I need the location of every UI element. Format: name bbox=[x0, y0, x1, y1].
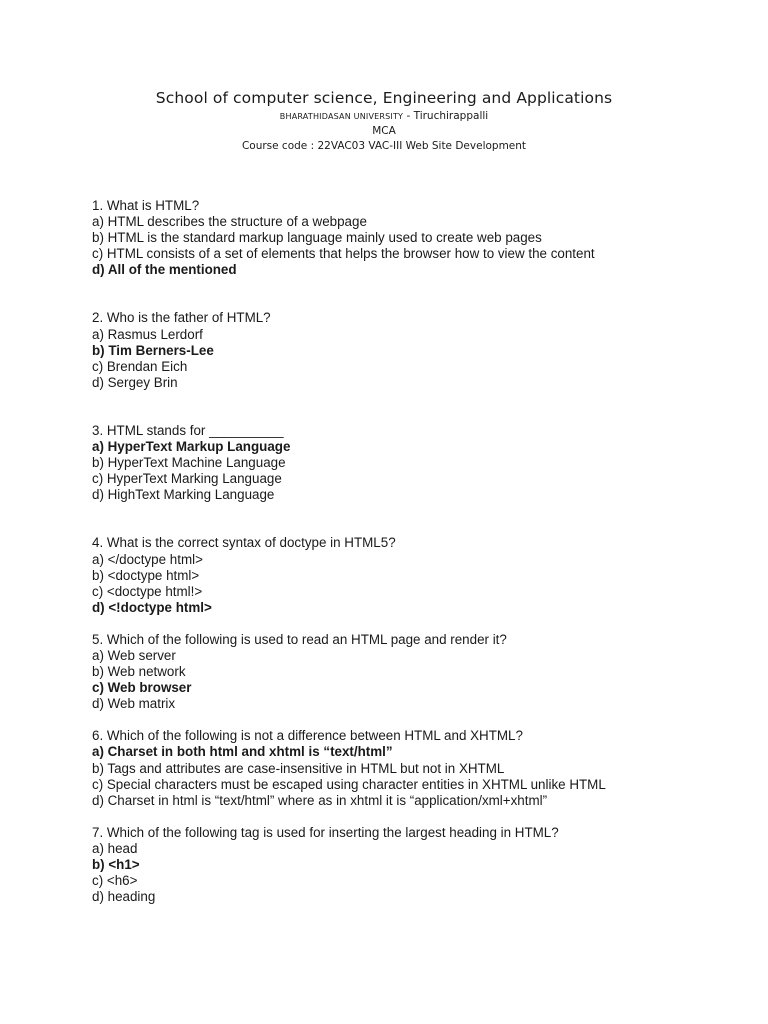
question-3 bbox=[92, 423, 752, 503]
university-line bbox=[0, 109, 768, 124]
option-b-correct: b) Tim Berners-Lee bbox=[92, 342, 214, 358]
question-text: 2. Who is the father of HTML? bbox=[92, 310, 271, 326]
question-text: 7. Which of the following tag is used for inserting the largest heading in HTML? bbox=[92, 824, 559, 840]
question-1 bbox=[92, 198, 752, 278]
question-text: 1. What is HTML? bbox=[92, 198, 200, 213]
question-5 bbox=[92, 632, 752, 712]
option-c: c) HTML consists of a set of elements that helps the browser how to view the content bbox=[92, 246, 595, 262]
option-b: b) HyperText Machine Language bbox=[92, 455, 286, 471]
option-d: d) heading bbox=[92, 889, 156, 905]
option-b: b) HTML is the standard markup language mainly used to create web pages bbox=[92, 230, 542, 246]
option-d: d) HighText Marking Language bbox=[92, 487, 275, 503]
option-a: a) Rasmus Lerdorf bbox=[92, 326, 203, 342]
option-c: c) Brendan Eich bbox=[92, 358, 188, 374]
program-name: MCA bbox=[372, 125, 396, 137]
course-code: Course code : 22VAC03 VAC-III Web Site Development bbox=[241, 140, 527, 152]
option-a: a) head bbox=[92, 840, 138, 856]
option-d: d) Sergey Brin bbox=[92, 374, 178, 390]
option-c-correct: c) Web browser bbox=[92, 680, 192, 696]
option-c: c) Special characters must be escaped using character entities in XHTML unlike HTML bbox=[92, 776, 606, 792]
question-text: 5. Which of the following is used to read an HTML page and render it? bbox=[92, 631, 507, 647]
option-c: c) HyperText Marking Language bbox=[92, 471, 282, 487]
question-text: 6. Which of the following is not a difference between HTML and XHTML? bbox=[92, 728, 523, 744]
option-a-correct: a) HyperText Markup Language bbox=[92, 439, 291, 455]
option-c: c) <doctype html!> bbox=[92, 583, 203, 599]
option-a-correct: a) Charset in both html and xhtml is “text/html” bbox=[92, 744, 393, 760]
question-list bbox=[92, 198, 752, 905]
option-a: a) HTML describes the structure of a webpage bbox=[92, 214, 367, 230]
question-4 bbox=[92, 535, 752, 615]
question-text: 4. What is the correct syntax of doctype in HTML5? bbox=[92, 535, 396, 551]
option-b: b) <doctype html> bbox=[92, 567, 200, 583]
option-d-correct: d) <!doctype html> bbox=[92, 599, 212, 615]
option-b-correct: b) <h1> bbox=[92, 857, 140, 872]
university-name: BHARATHIDASAN UNIVERSITY bbox=[279, 112, 404, 121]
option-d-correct: d) All of the mentioned bbox=[92, 262, 237, 278]
question-2 bbox=[92, 310, 752, 390]
option-c: c) <h6> bbox=[92, 873, 138, 889]
option-a: a) </doctype html> bbox=[92, 551, 203, 567]
question-text: 3. HTML stands for __________ bbox=[92, 422, 284, 438]
document-header bbox=[0, 87, 768, 154]
university-city: - Tiruchirappalli bbox=[403, 110, 489, 122]
option-b: b) Tags and attributes are case-insensitive in HTML but not in XHTML bbox=[92, 760, 505, 776]
option-b: b) Web network bbox=[92, 664, 186, 680]
document-title: School of computer science, Engineering and Applications bbox=[155, 89, 613, 107]
option-d: d) Charset in html is “text/html” where as in xhtml it is “application/xml+xhtml” bbox=[92, 792, 548, 808]
question-6 bbox=[92, 728, 752, 808]
option-a: a) Web server bbox=[92, 647, 176, 663]
question-7 bbox=[92, 825, 752, 905]
option-d: d) Web matrix bbox=[92, 696, 176, 712]
